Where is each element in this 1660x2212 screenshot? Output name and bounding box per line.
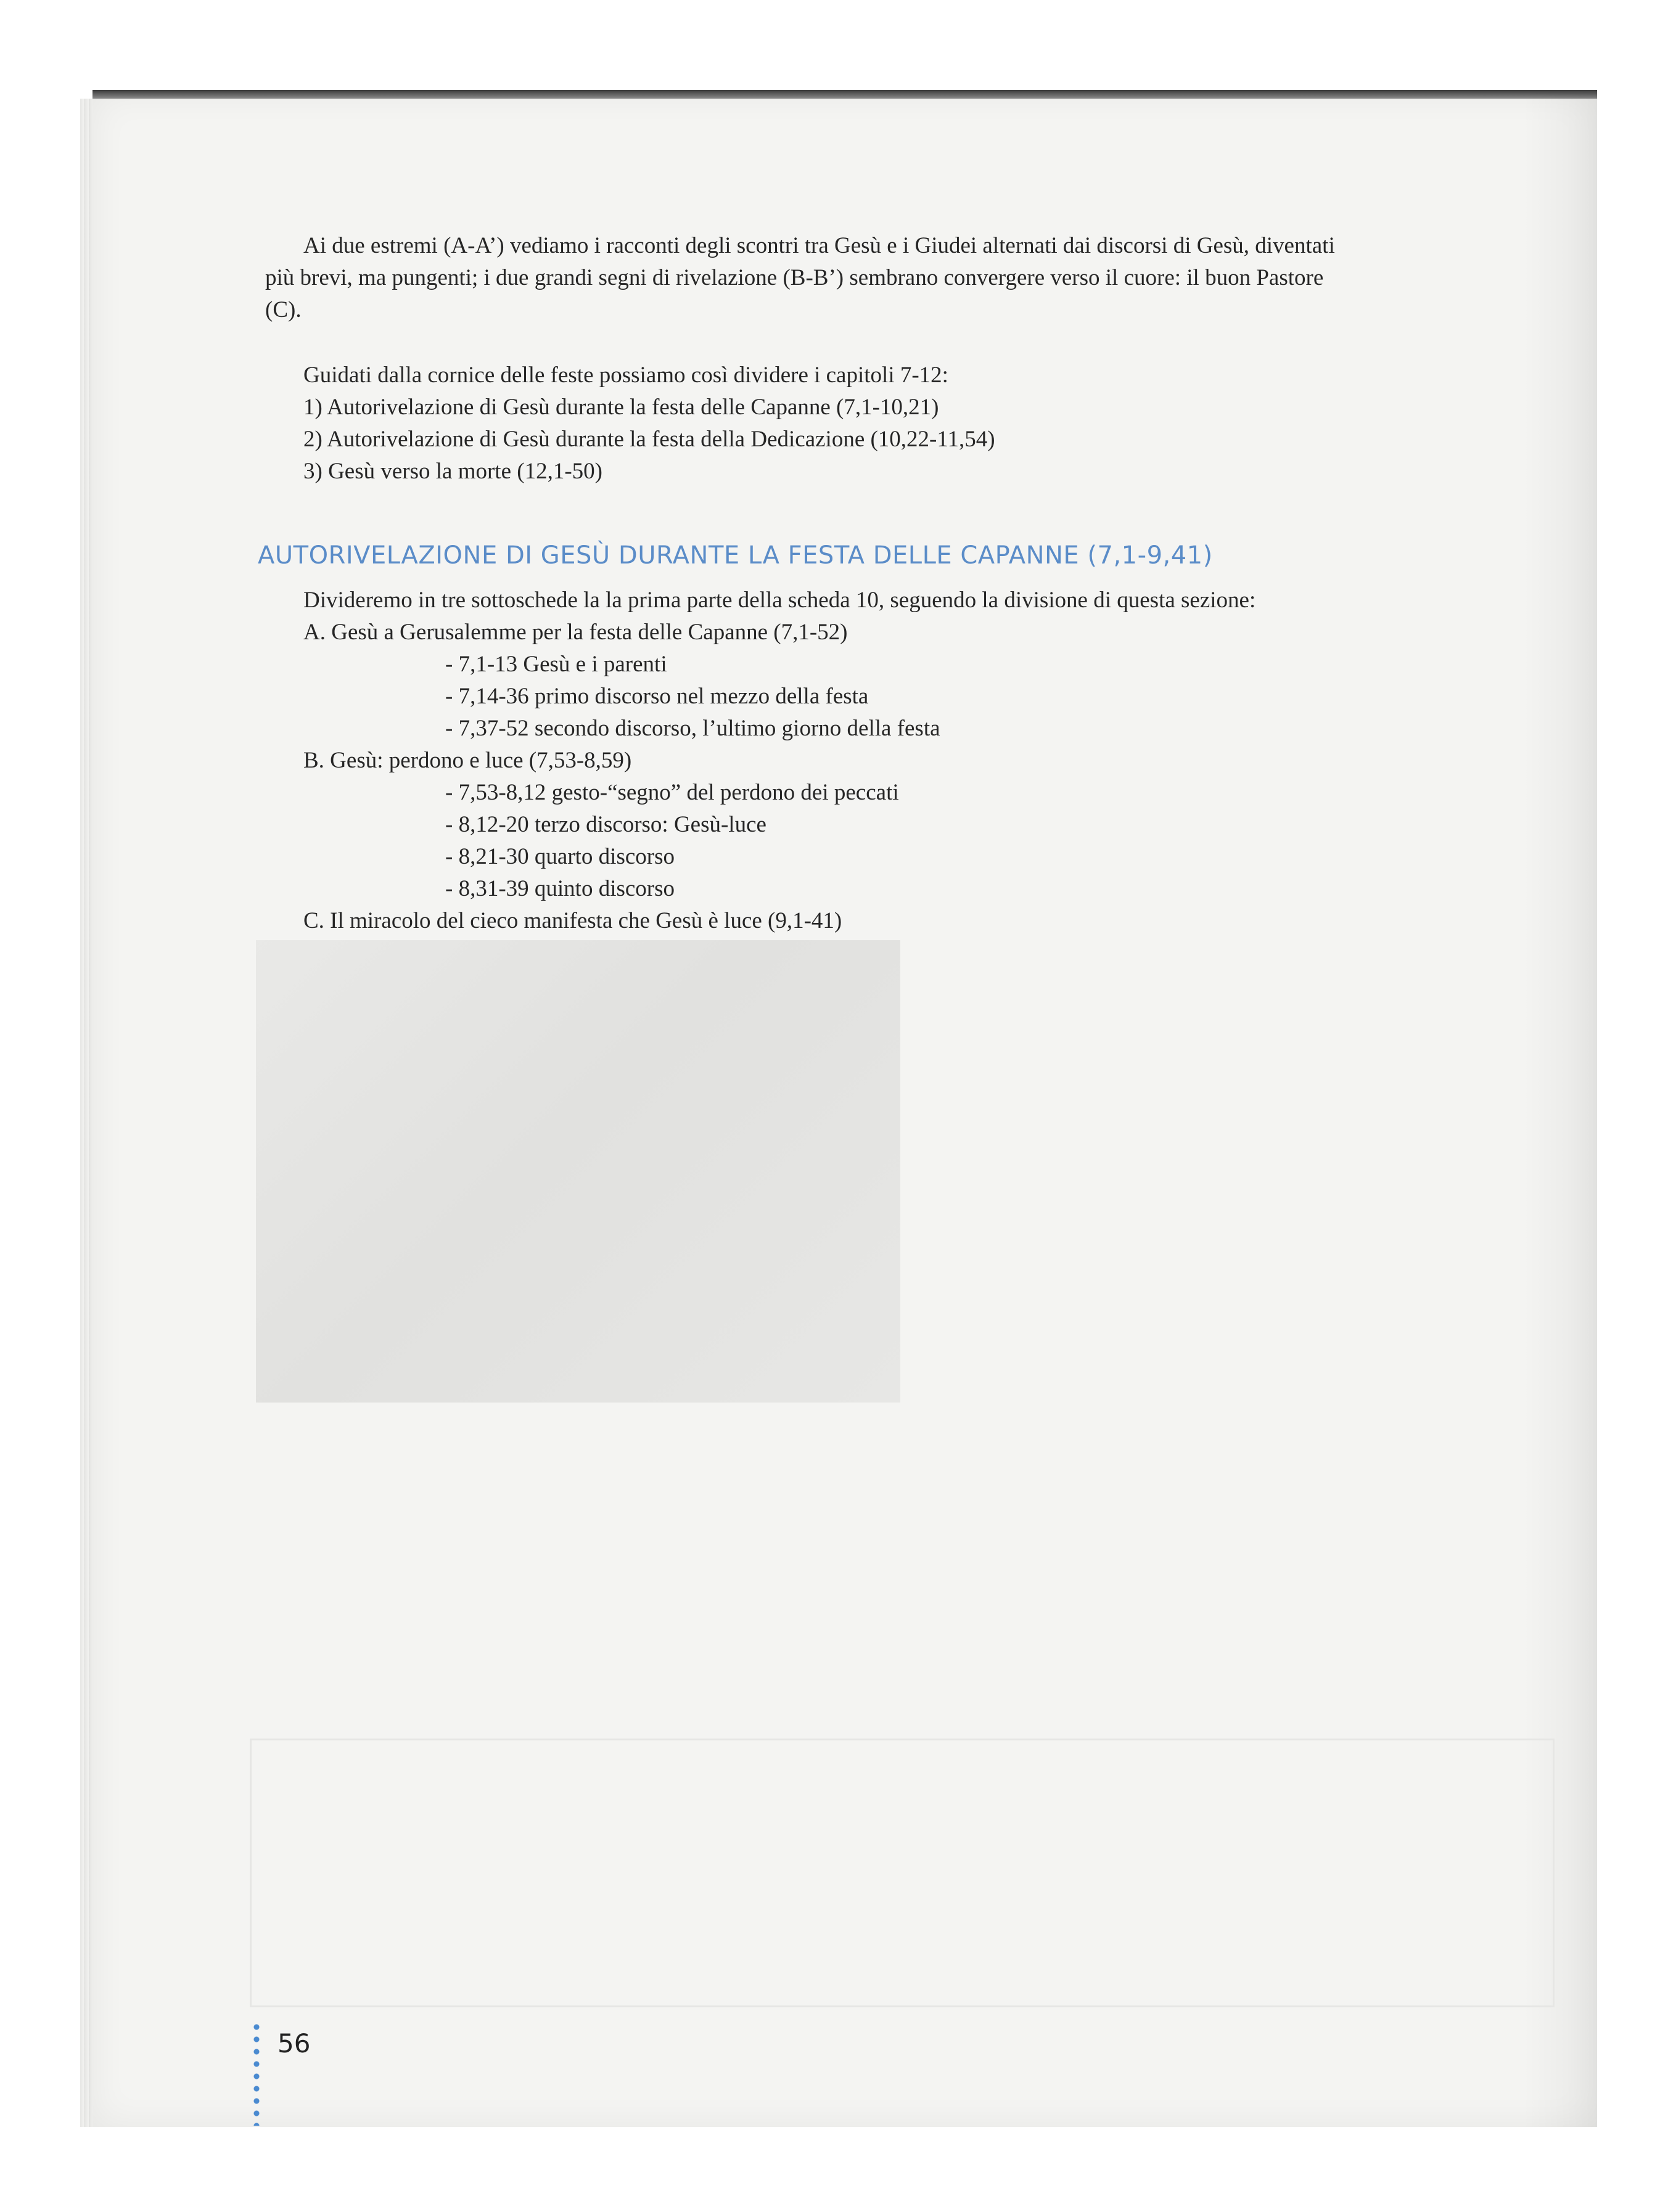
division-item: 1) Autorivelazione di Gesù durante la festa delle Capanne (7,1-10,21): [303, 395, 939, 420]
intro-line-2: più brevi, ma pungenti; i due grandi segni di rivelazione (B-B’) sembrano convergere verso il cuore: il buon Pastore: [265, 265, 1324, 290]
page-top-edge: [92, 90, 1597, 99]
section-intro: Divideremo in tre sottoschede la la prima parte della scheda 10, seguendo la divisione di questa sezione:: [303, 588, 1256, 613]
page-number-dots: [253, 2021, 260, 2126]
bleed-through-image: [256, 940, 900, 1403]
part-title: A. Gesù a Gerusalemme per la festa delle Capanne (7,1-52): [303, 620, 848, 645]
part-title: B. Gesù: perdono e luce (7,53-8,59): [303, 748, 632, 773]
intro-line-3: (C).: [265, 297, 302, 322]
division-item: 2) Autorivelazione di Gesù durante la festa della Dedicazione (10,22-11,54): [303, 427, 995, 452]
bleed-through-box: [250, 1739, 1555, 2007]
division-intro: Guidati dalla cornice delle feste possiamo così dividere i capitoli 7-12:: [303, 363, 948, 388]
section-heading: AUTORIVELAZIONE DI GESÙ DURANTE LA FESTA DELLE CAPANNE (7,1-9,41): [258, 541, 1213, 570]
part-subitem: - 7,53-8,12 gesto-“segno” del perdono dei peccati: [445, 780, 899, 805]
part-subitem: - 8,21-30 quarto discorso: [445, 844, 675, 869]
division-item: 3) Gesù verso la morte (12,1-50): [303, 459, 602, 484]
part-title: C. Il miracolo del cieco manifesta che Gesù è luce (9,1-41): [303, 908, 842, 933]
part-subitem: - 7,14-36 primo discorso nel mezzo della festa: [445, 684, 869, 709]
part-subitem: - 8,31-39 quinto discorso: [445, 876, 675, 901]
intro-line-1: Ai due estremi (A-A’) vediamo i racconti degli scontri tra Gesù e i Giudei alternati dai discorsi di Gesù, diventati: [303, 233, 1335, 258]
part-subitem: - 7,37-52 secondo discorso, l’ultimo giorno della festa: [445, 716, 940, 741]
page-number: 56: [277, 2028, 311, 2058]
part-subitem: - 8,12-20 terzo discorso: Gesù-luce: [445, 812, 766, 837]
part-subitem: - 7,1-13 Gesù e i parenti: [445, 652, 667, 677]
